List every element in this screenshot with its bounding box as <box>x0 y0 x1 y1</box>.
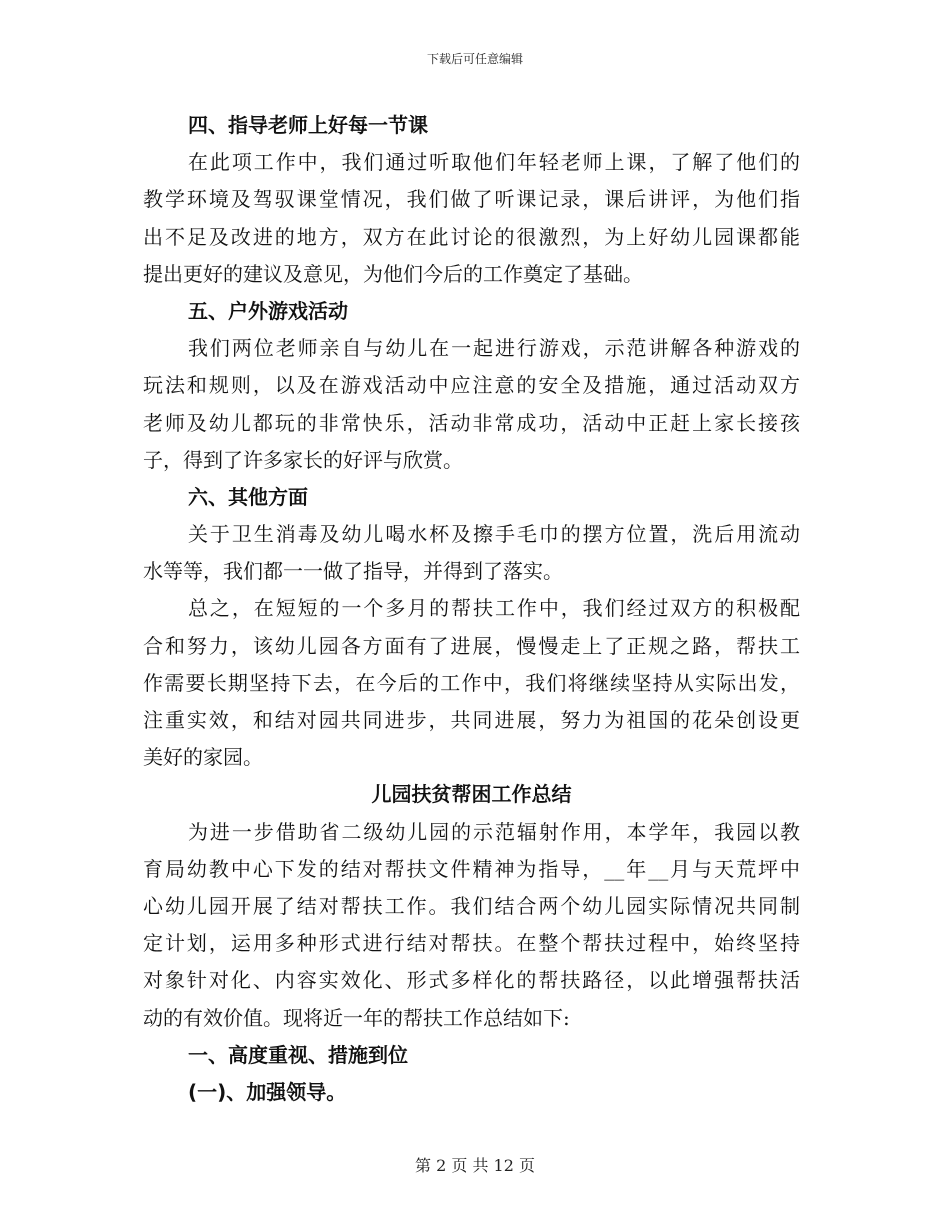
paragraph-line: 玩法和规则，以及在游戏活动中应注意的安全及措施，通过活动双方 <box>143 373 800 398</box>
page-number-footer: 第 2 页 共 12 页 <box>415 1156 535 1175</box>
paragraph-line: 育局幼教中心下发的结对帮扶文件精神为指导，__年__月与天荒坪中 <box>143 856 800 881</box>
paragraph-line: 总之，在短短的一个多月的帮扶工作中，我们经过双方的积极配 <box>188 596 800 621</box>
paragraph-line: 定计划，运用多种形式进行结对帮扶。在整个帮扶过程中，始终坚持 <box>143 931 800 956</box>
paragraph-line: 出不足及改进的地方，双方在此讨论的很激烈，为上好幼儿园课都能 <box>143 224 800 249</box>
paragraph-line: 水等等，我们都一一做了指导，并得到了落实。 <box>143 559 563 584</box>
paragraph-line: 在此项工作中，我们通过听取他们年轻老师上课，了解了他们的 <box>188 150 800 175</box>
paragraph-line: 提出更好的建议及意见，为他们今后的工作奠定了基础。 <box>143 261 643 286</box>
paragraph-line: 子，得到了许多家长的好评与欣赏。 <box>143 447 463 472</box>
paragraph-line: 动的有效价值。现将近一年的帮扶工作总结如下: <box>143 1005 570 1030</box>
paragraph-line: 合和努力，该幼儿园各方面有了进展，慢慢走上了正规之路，帮扶工 <box>143 633 800 658</box>
paragraph-line: 心幼儿园开展了结对帮扶工作。我们结合两个幼儿园实际情况共同制 <box>143 893 800 918</box>
paragraph-line: 我们两位老师亲自与幼儿在一起进行游戏，示范讲解各种游戏的 <box>188 336 800 361</box>
paragraph-line: 注重实效，和结对园共同进步，共同进展，努力为祖国的花朵创设更 <box>143 708 800 732</box>
subsection-heading: (一)、加强领导。 <box>188 1079 347 1104</box>
paragraph-line: 教学环境及驾驭课堂情况，我们做了听课记录，课后讲评，为他们指 <box>143 187 800 212</box>
document-body <box>143 107 800 1111</box>
page-header-note: 下载后可任意编辑 <box>426 52 523 66</box>
section-heading: 六、其他方面 <box>188 484 308 509</box>
paragraph-line: 美好的家园。 <box>143 745 263 770</box>
paragraph-line: 为进一步借助省二级幼儿园的示范辐射作用，本学年，我园以教 <box>188 819 800 844</box>
paragraph-line: 关于卫生消毒及幼儿喝水杯及擦手毛巾的摆方位置，洗后用流动 <box>188 522 800 547</box>
section-heading: 四、指导老师上好每一节课 <box>188 113 428 137</box>
paragraph-line: 对象针对化、内容实效化、形式多样化的帮扶路径，以此增强帮扶活 <box>143 968 800 993</box>
paragraph-line: 作需要长期坚持下去，在今后的工作中，我们将继续坚持从实际出发， <box>143 670 800 695</box>
section-heading: 一、高度重视、措施到位 <box>188 1042 408 1067</box>
document-title: 儿园扶贫帮困工作总结 <box>371 782 572 807</box>
section-heading: 五、户外游戏活动 <box>188 298 348 323</box>
paragraph-line: 老师及幼儿都玩的非常快乐，活动非常成功，活动中正赶上家长接孩 <box>143 410 800 435</box>
